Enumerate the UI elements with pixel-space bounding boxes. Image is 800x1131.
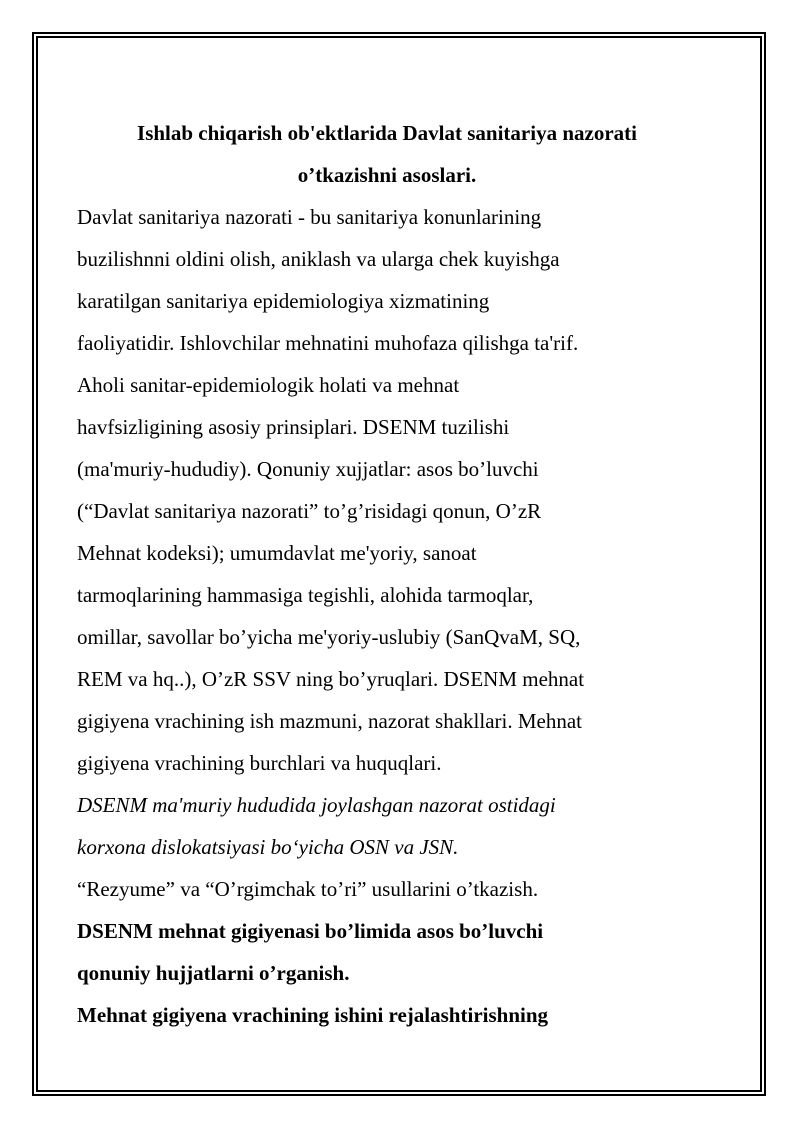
bold-line: Mehnat gigiyena vrachining ishini rejalashtirishning xyxy=(77,1003,549,1027)
body-line: tarmoqlarining hammasiga tegishli, alohida tarmoqlar, xyxy=(77,583,534,607)
plain-line: “Rezyume” va “O’rgimchak to’ri” usullarini o’tkazish. xyxy=(77,877,539,901)
body-line: havfsizligining asosiy prinsiplari. DSENM tuzilishi xyxy=(77,415,510,439)
body-line: Mehnat kodeksi); umumdavlat me'yoriy, sanoat xyxy=(77,541,477,565)
document-title xyxy=(77,112,697,196)
body-line: faoliyatidir. Ishlovchilar mehnatini muhofaza qilishga ta'rif. xyxy=(77,331,579,355)
body-line: gigiyena vrachining burchlari va huquqlari. xyxy=(77,751,442,775)
body-line: karatilgan sanitariya epidemiologiya xizmatining xyxy=(77,289,490,313)
body-line: (“Davlat sanitariya nazorati” to’g’risidagi qonun, O’zR xyxy=(77,499,542,523)
body-line: (ma'muriy-hududiy). Qonuniy xujjatlar: asos bo’luvchi xyxy=(77,457,539,481)
bold-line: DSENM mehnat gigiyenasi bo’limida asos bo’luvchi xyxy=(77,919,544,943)
title-line-1: Ishlab chiqarish ob'ektlarida Davlat sanitariya nazorati xyxy=(137,121,637,145)
bold-line: qonuniy hujjatlarni o’rganish. xyxy=(77,961,350,985)
italic-line: korxona dislokatsiyasi bo‘yicha OSN va JSN. xyxy=(77,835,459,859)
body-line: Aholi sanitar-epidemiologik holati va mehnat xyxy=(77,373,460,397)
title-line-2: o’tkazishni asoslari. xyxy=(297,163,477,187)
body-line: gigiyena vrachining ish mazmuni, nazorat shakllari. Mehnat xyxy=(77,709,583,733)
document-body xyxy=(77,112,697,1036)
italic-line: DSENM ma'muriy hududida joylashgan nazorat ostidagi xyxy=(77,793,556,817)
body-line: buzilishnni oldini olish, aniklash va ularga chek kuyishga xyxy=(77,247,560,271)
body-line: Davlat sanitariya nazorati - bu sanitariya konunlarining xyxy=(77,205,542,229)
body-line: REM va hq..), O’zR SSV ning bo’yruqlari. DSENM mehnat xyxy=(77,667,585,691)
body-line: omillar, savollar bo’yicha me'yoriy-uslubiy (SanQvaM, SQ, xyxy=(77,625,581,649)
